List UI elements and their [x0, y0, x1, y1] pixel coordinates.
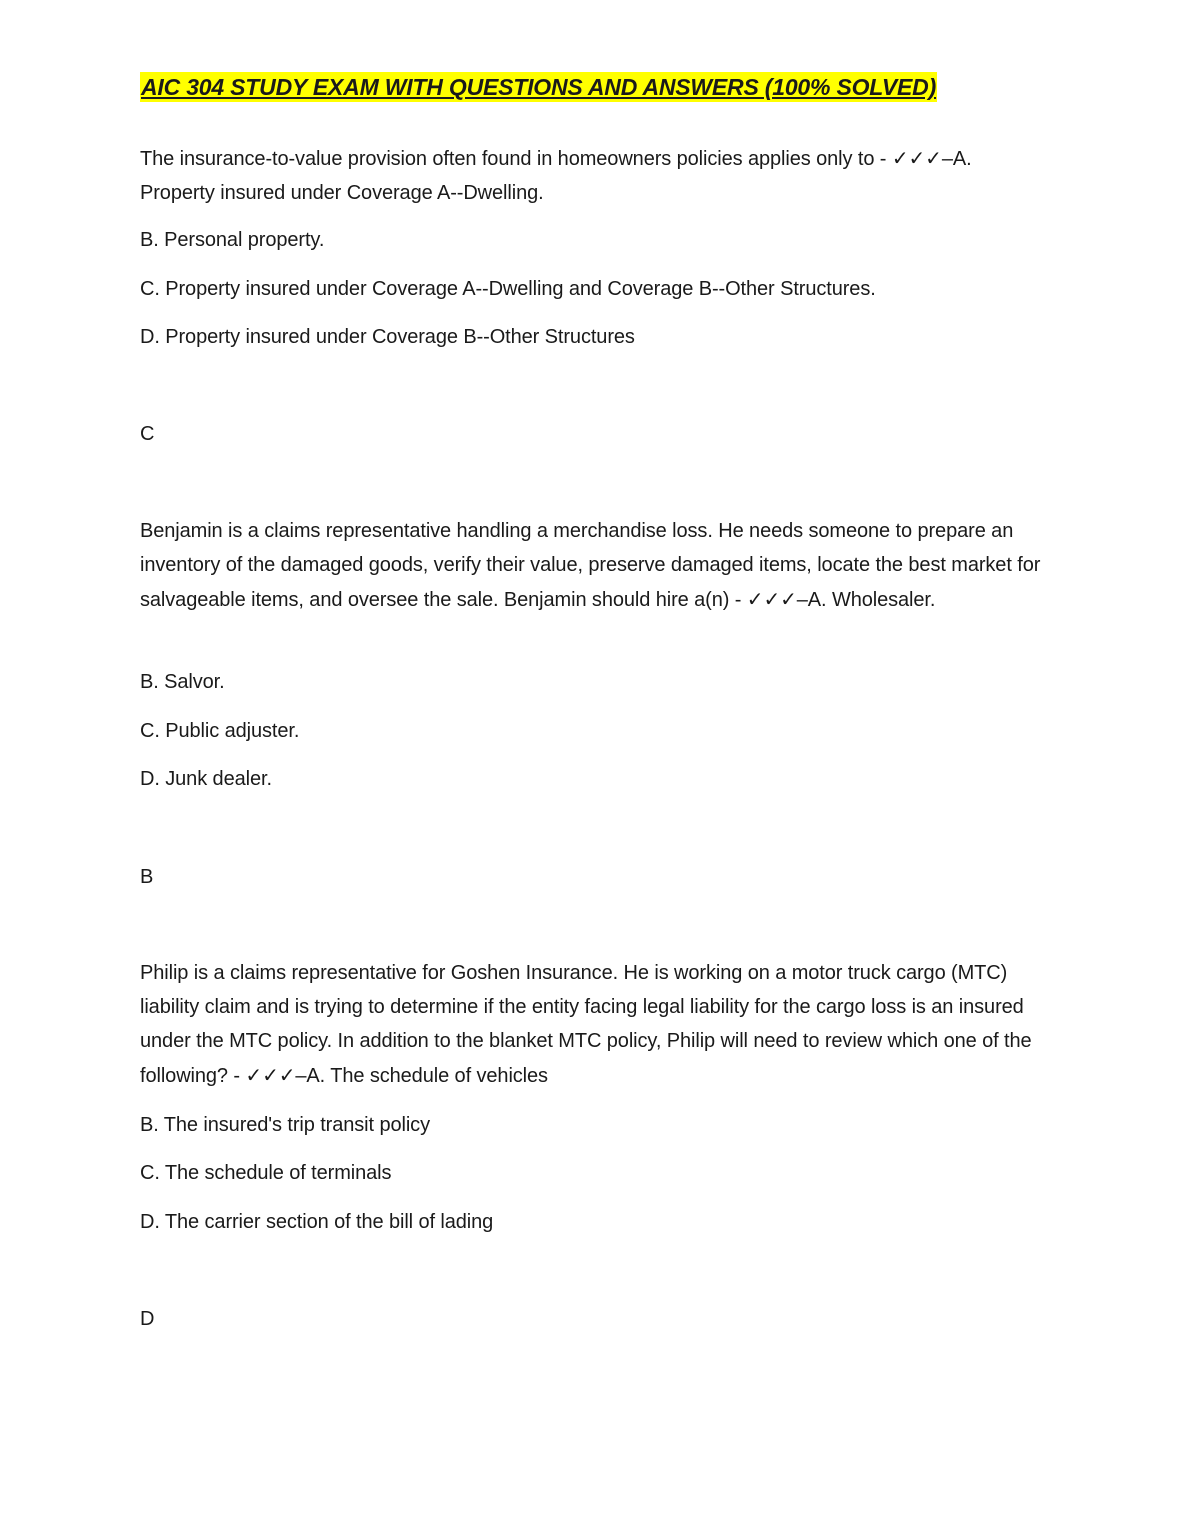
question-2-option-b: B. Salvor. [140, 671, 225, 693]
question-3-stem [140, 956, 1050, 1093]
check-marks-icon: ✓✓✓ [891, 146, 942, 170]
document-title: AIC 304 STUDY EXAM WITH QUESTIONS AND ANSWERS (100% SOLVED) [141, 74, 937, 100]
question-2-option-a: –A. Wholesaler. [796, 589, 936, 611]
question-1-stem-text: The insurance-to-value provision often found in homeowners policies applies only to - [140, 148, 892, 170]
question-1-option-a: –A. Property insured under Coverage A--Dwelling. [140, 148, 972, 204]
question-3-option-b: B. The insured's trip transit policy [140, 1114, 430, 1136]
question-3-option-c: C. The schedule of terminals [140, 1162, 392, 1184]
question-2-option-c: C. Public adjuster. [140, 720, 300, 742]
question-3-option-a: –A. The schedule of vehicles [295, 1065, 548, 1087]
question-3-answer: D [140, 1308, 155, 1330]
question-2-stem-text: Benjamin is a claims representative handling a merchandise loss. He needs someone to prepare an inventory of the damaged goods, verify their value, preserve damaged items, locate the best market for salvageable items, and oversee the sale. Benjamin should hire a(n) - [140, 520, 1041, 611]
question-1-stem [140, 141, 1050, 210]
check-marks-icon: ✓✓✓ [746, 587, 797, 611]
question-2-answer: B [140, 866, 154, 888]
question-1-option-d: D. Property insured under Coverage B--Other Structures [140, 326, 635, 348]
check-marks-icon: ✓✓✓ [245, 1063, 296, 1087]
question-2-stem [140, 514, 1050, 617]
question-2-option-d: D. Junk dealer. [140, 768, 272, 790]
question-1-answer: C [140, 423, 155, 445]
question-1-option-b: B. Personal property. [140, 229, 325, 251]
question-1-option-c: C. Property insured under Coverage A--Dwelling and Coverage B--Other Structures. [140, 278, 876, 300]
question-3-option-d: D. The carrier section of the bill of lading [140, 1211, 494, 1233]
question-3-stem-text: Philip is a claims representative for Goshen Insurance. He is working on a motor truck cargo (MTC) liability claim and is trying to determine if the entity facing legal liability for the cargo loss is an insured under the MTC policy. In addition to the blanket MTC policy, Philip will need to review which one of the following? - [140, 962, 1032, 1087]
